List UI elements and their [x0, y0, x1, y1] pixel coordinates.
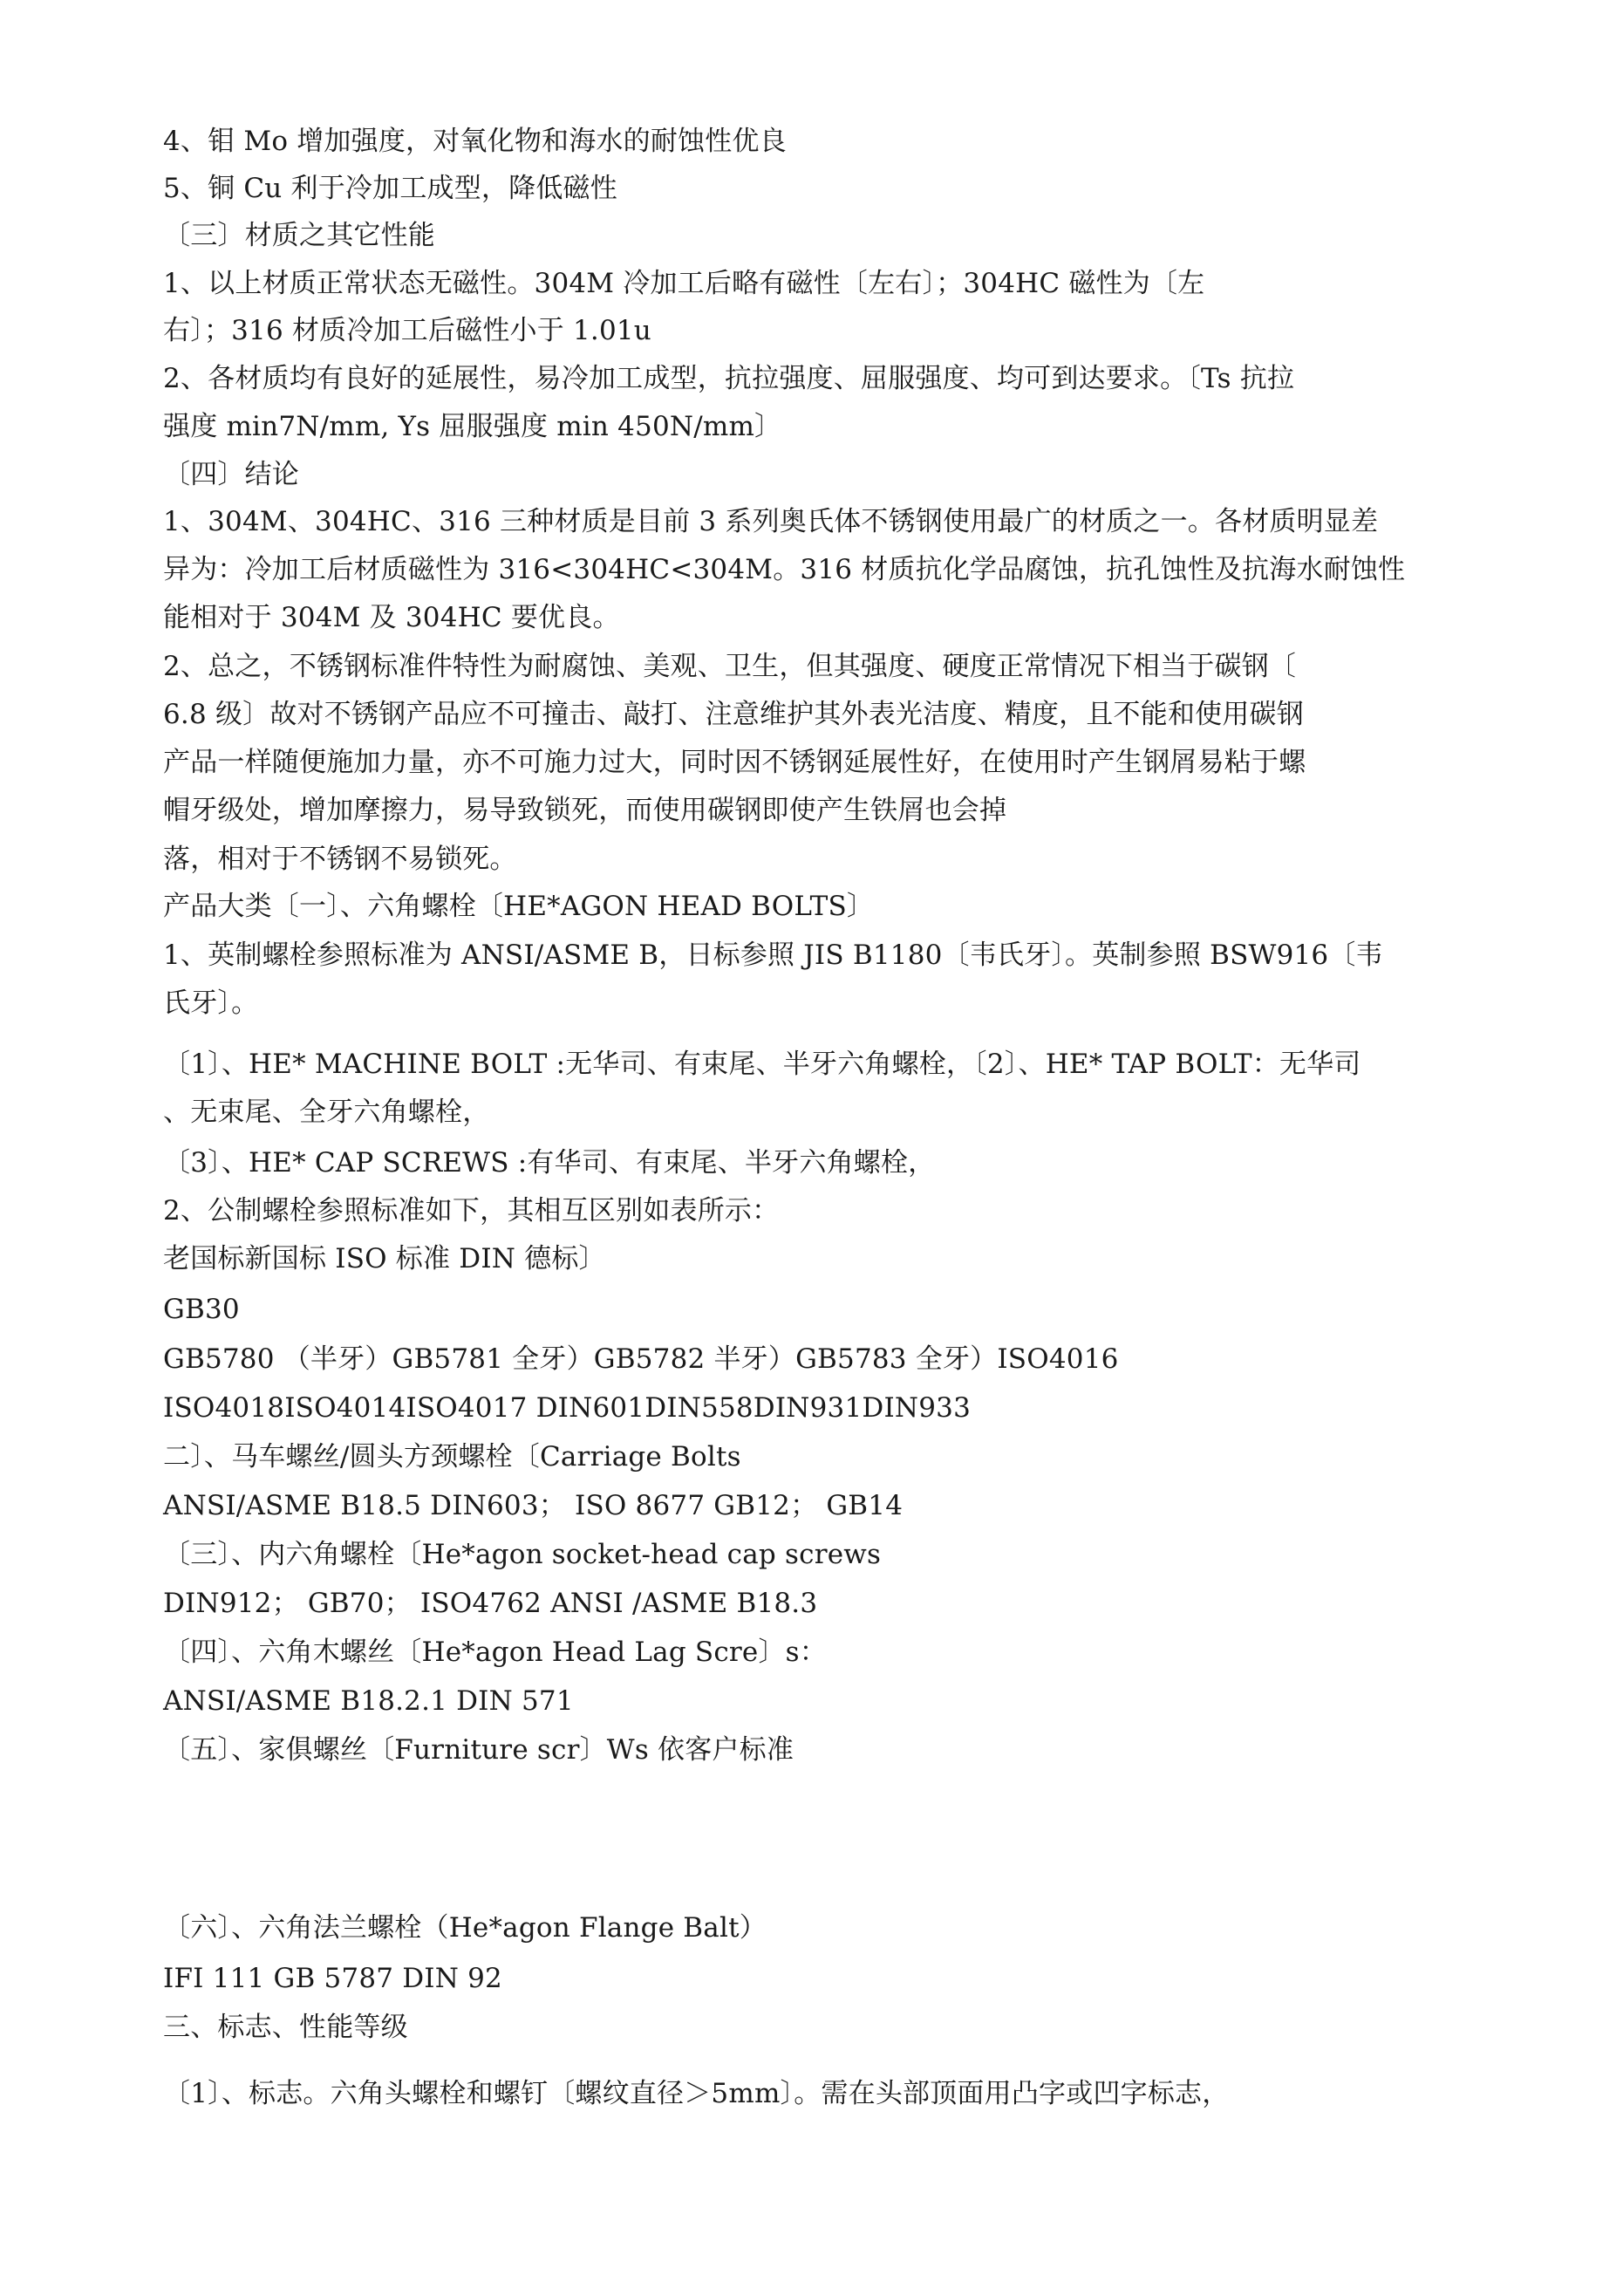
- text-line: 产品一样随便施加力量，亦不可施力过大，同时因不锈钢延展性好，在使用时产生钢屑易粘于螺: [163, 747, 1306, 778]
- text-line: DIN912； GB70； ISO4762 ANSI /ASME B18.3: [163, 1588, 818, 1619]
- text-line: 1、以上材质正常状态无磁性。304M 冷加工后略有磁性〔左右〕；304HC 磁性为〔左: [163, 268, 1205, 299]
- text-line: 能相对于 304M 及 304HC 要优良。: [163, 602, 620, 633]
- text-line: 右〕；316 材质冷加工后磁性小于 1.01u: [163, 315, 651, 346]
- section-heading: 产品大类〔一〕、六角螺栓〔HE*AGON HEAD BOLTS〕: [163, 891, 875, 922]
- text-line: 6.8 级〕故对不锈钢产品应不可撞击、敲打、注意维护其外表光洁度、精度，且不能和使用碳钢: [163, 699, 1304, 730]
- text-line: ANSI/ASME B18.2.1 DIN 571: [163, 1685, 574, 1717]
- text-line: 落，相对于不锈钢不易锁死。: [163, 844, 517, 875]
- text-line: 氏牙〕。: [163, 987, 259, 1019]
- text-line: 4、钼 Mo 增加强度，对氧化物和海水的耐蚀性优良: [163, 126, 787, 157]
- text-line: 老国标新国标 ISO 标准 DIN 德标〕: [163, 1243, 606, 1274]
- text-line: 异为：冷加工后材质磁性为 316<304HC<304M。316 材质抗化学品腐蚀，抗孔蚀性及抗海水耐蚀性: [163, 554, 1406, 585]
- section-heading: 〔四〕、六角木螺丝〔He*agon Head Lag Scre〕s：: [163, 1637, 827, 1668]
- text-line: 帽牙级处，增加摩擦力，易导致锁死，而使用碳钢即使产生铁屑也会掉: [163, 795, 1007, 826]
- section-heading: 二〕、马车螺丝/圆头方颈螺栓〔Carriage Bolts: [163, 1441, 741, 1473]
- text-line: 〔3〕、HE* CAP SCREWS :有华司、有束尾、半牙六角螺栓，: [163, 1147, 936, 1179]
- text-line: ISO4018ISO4014ISO4017 DIN601DIN558DIN931DIN933: [163, 1392, 972, 1424]
- text-line: 2、总之，不锈钢标准件特性为耐腐蚀、美观、卫生，但其强度、硬度正常情况下相当于碳钢〔: [163, 651, 1297, 682]
- section-heading: 〔四〕结论: [163, 459, 299, 490]
- text-line: 〔1〕、HE* MACHINE BOLT :无华司、有束尾、半牙六角螺栓，〔2〕、HE* TAP BOLT：无华司: [163, 1049, 1361, 1080]
- text-line: 强度 min7N/mm, Ys 屈服强度 min 450N/mm〕: [163, 411, 782, 442]
- text-line: IFI 111 GB 5787 DIN 92: [163, 1963, 502, 1994]
- text-line: GB30: [163, 1294, 240, 1325]
- text-line: 2、各材质均有良好的延展性，易冷加工成型，抗拉强度、屈服强度、均可到达要求。〔Ts 抗拉: [163, 363, 1295, 394]
- section-heading: 〔五〕、家俱螺丝〔Furniture scr〕Ws 依客户标准: [163, 1734, 794, 1766]
- text-line: 2、公制螺栓参照标准如下，其相互区别如表所示：: [163, 1195, 780, 1227]
- section-heading: 三、标志、性能等级: [163, 2012, 408, 2043]
- text-line: 、无束尾、全牙六角螺栓，: [163, 1097, 490, 1128]
- text-line: ANSI/ASME B18.5 DIN603； ISO 8677 GB12； GB14: [163, 1490, 904, 1521]
- section-heading: 〔六〕、六角法兰螺栓（He*agon Flange Balt）: [163, 1912, 767, 1944]
- text-line: 1、304M、304HC、316 三种材质是目前 3 系列奥氏体不锈钢使用最广的材质之一。各材质明显差: [163, 506, 1379, 537]
- section-heading: 〔三〕、内六角螺栓〔He*agon socket-head cap screws: [163, 1539, 882, 1570]
- text-line: 〔1〕、标志。六角头螺栓和螺钉〔螺纹直径＞5mm〕。需在头部顶面用凸字或凹字标志，: [163, 2078, 1230, 2109]
- text-line: 5、铜 Cu 利于冷加工成型，降低磁性: [163, 173, 617, 204]
- text-line: 1、英制螺栓参照标准为 ANSI/ASME B，日标参照 JIS B1180〔韦氏牙〕。英制参照 BSW916〔韦: [163, 940, 1383, 971]
- section-heading: 〔三〕材质之其它性能: [163, 220, 435, 251]
- text-line: GB5780 （半牙）GB5781 全牙）GB5782 半牙）GB5783 全牙）ISO4016: [163, 1343, 1119, 1375]
